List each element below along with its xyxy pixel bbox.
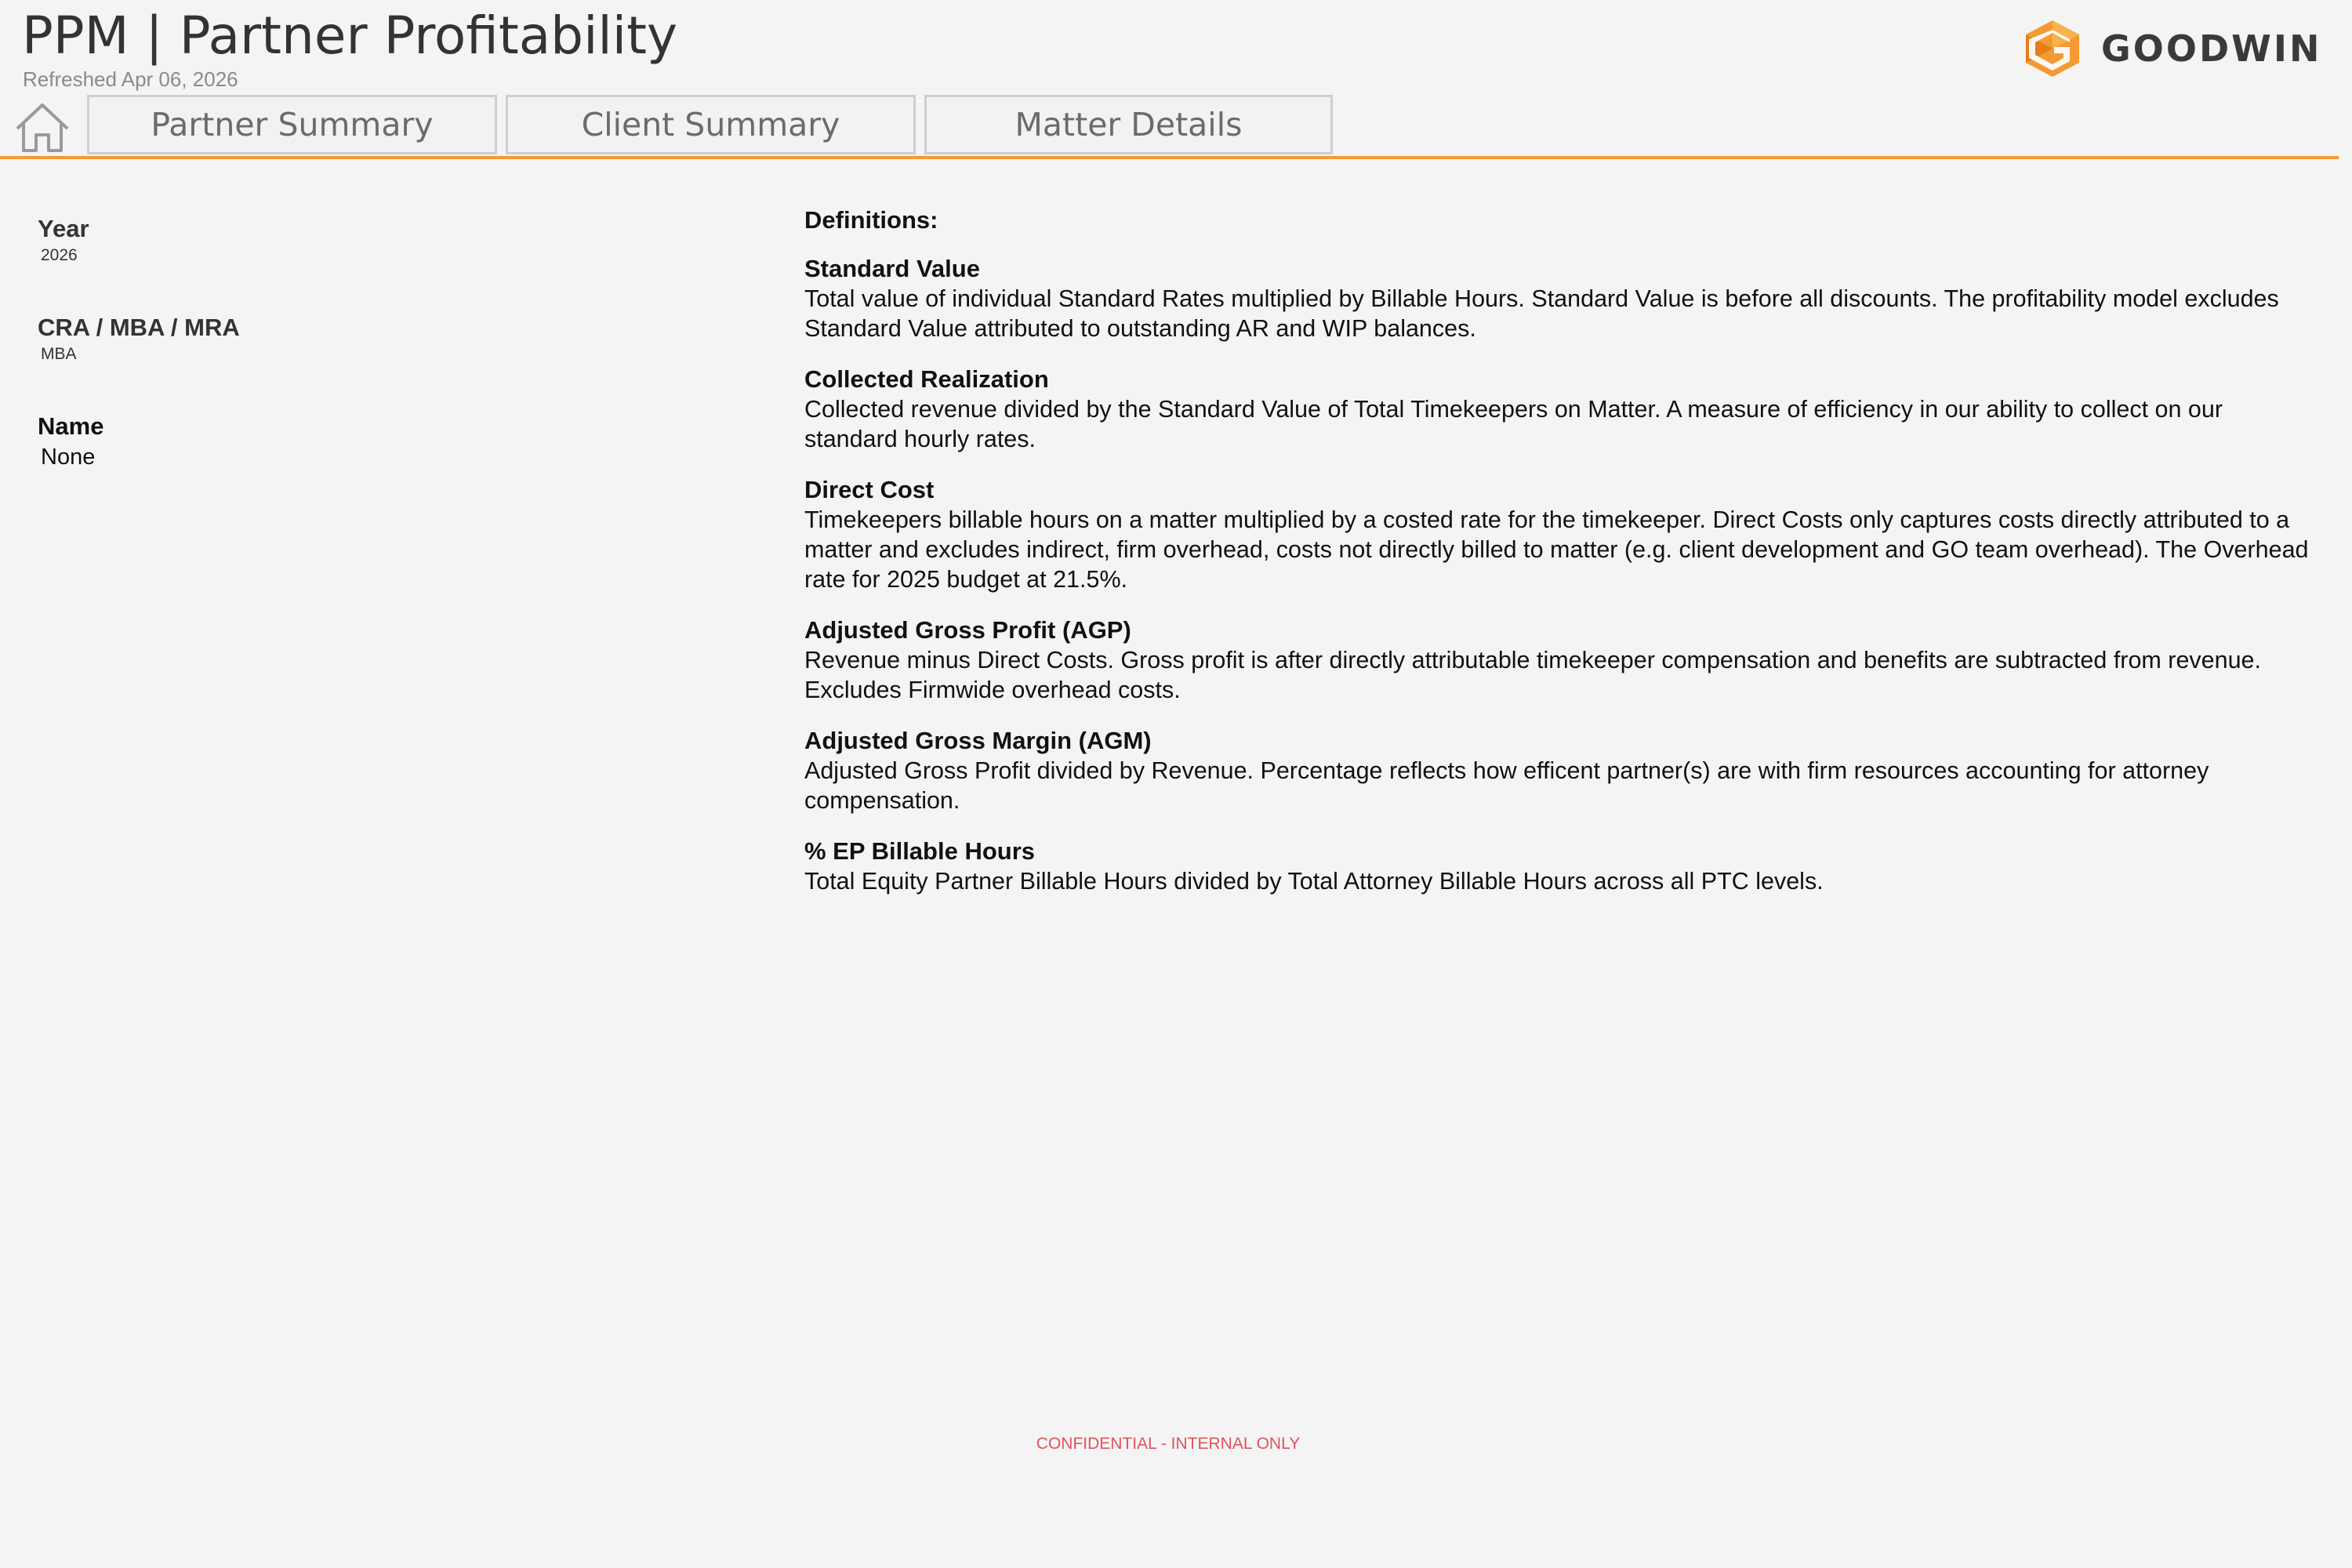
- home-icon: [14, 100, 71, 154]
- cra-mba-mra-filter[interactable]: [38, 312, 743, 365]
- definitions-heading: Definitions:: [804, 206, 938, 234]
- year-filter-label: Year: [38, 215, 89, 242]
- definition-text: Timekeepers billable hours on a matter multiplied by a costed rate for the timekeeper. Direct Costs only captures costs directly attributed to a matter and excludes indirect, firm overhead, costs not directly billed to matter (e.g. client development and GO team overhead). The Overhead rate for 2025 budget at 21.5%.: [804, 506, 2309, 593]
- brand-logo: [2024, 19, 2322, 78]
- definition-text: Total Equity Partner Billable Hours divided by Total Attorney Billable Hours across all PTC levels.: [804, 868, 1824, 895]
- year-filter[interactable]: [38, 213, 743, 267]
- definition-text: Revenue minus Direct Costs. Gross profit is after directly attributable timekeeper compensation and benefits are subtracted from revenue. Excludes Firmwide overhead costs.: [804, 647, 2261, 703]
- name-filter-value: None: [41, 445, 96, 470]
- definition-adjusted-gross-profit: [804, 615, 2318, 705]
- definition-adjusted-gross-margin: [804, 726, 2318, 815]
- confidential-footer: CONFIDENTIAL - INTERNAL ONLY: [1036, 1435, 1301, 1453]
- refreshed-timestamp: Refreshed Apr 06, 2026: [23, 67, 238, 91]
- definition-standard-value: [804, 254, 2318, 343]
- definition-ep-billable-hours: [804, 837, 2318, 896]
- filter-panel: [38, 213, 743, 517]
- tab-client-summary[interactable]: Client Summary: [506, 95, 916, 154]
- name-filter-label: Name: [38, 412, 104, 440]
- definition-collected-realization: [804, 365, 2318, 454]
- definition-text: Collected revenue divided by the Standard Value of Total Timekeepers on Matter. A measure of efficiency in our ability to collect on our standard hourly rates.: [804, 396, 2223, 452]
- name-filter[interactable]: [38, 411, 743, 472]
- definitions-panel: [804, 205, 2318, 917]
- header-divider: [0, 156, 2339, 159]
- definition-text: Adjusted Gross Profit divided by Revenue. Percentage reflects how efficent partner(s) are with firm resources accounting for attorney compensation.: [804, 757, 2209, 814]
- goodwin-g-logo-icon: [2024, 19, 2081, 78]
- logo-text: GOODWIN: [2101, 27, 2322, 70]
- definition-direct-cost: [804, 475, 2318, 594]
- tab-partner-summary[interactable]: Partner Summary: [87, 95, 497, 154]
- definition-text: Total value of individual Standard Rates multiplied by Billable Hours. Standard Value is before all discounts. The profitability model excludes Standard Value attributed to outstanding AR and WIP balances.: [804, 285, 2279, 342]
- definition-term: Adjusted Gross Profit (AGP): [804, 616, 1131, 644]
- definition-term: Standard Value: [804, 255, 980, 282]
- definition-term: % EP Billable Hours: [804, 837, 1036, 865]
- definition-term: Collected Realization: [804, 365, 1049, 393]
- definition-term: Direct Cost: [804, 476, 935, 503]
- page-title: PPM | Partner Profitability: [22, 5, 678, 66]
- cra-mba-mra-filter-value: MBA: [41, 345, 77, 363]
- tab-matter-details[interactable]: Matter Details: [924, 95, 1333, 154]
- definition-term: Adjusted Gross Margin (AGM): [804, 727, 1152, 754]
- year-filter-value: 2026: [41, 246, 78, 264]
- home-button[interactable]: [14, 100, 71, 154]
- cra-mba-mra-filter-label: CRA / MBA / MRA: [38, 314, 240, 341]
